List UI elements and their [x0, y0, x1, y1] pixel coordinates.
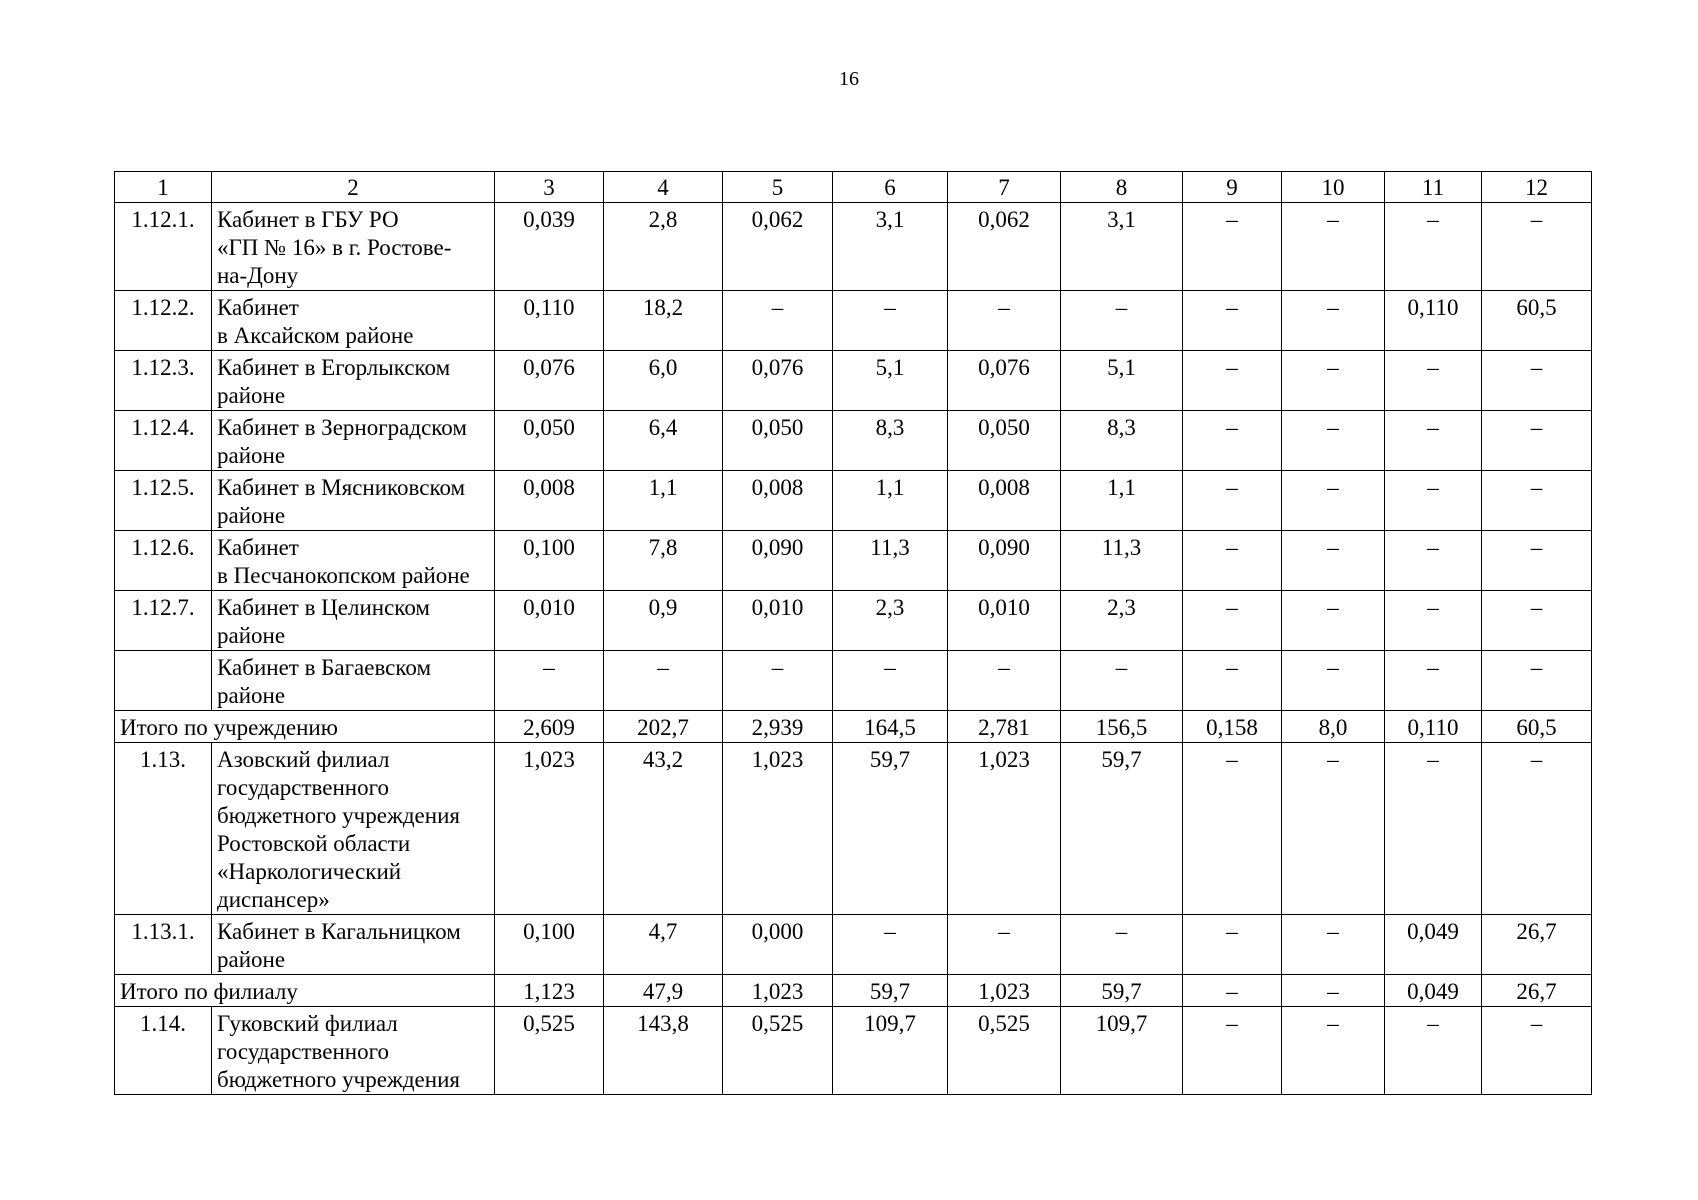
- value-cell-col-5: 2,939: [723, 711, 833, 743]
- value-cell-col-12: –: [1482, 531, 1592, 591]
- column-header-2: 2: [212, 172, 495, 203]
- row-code: 1.12.2.: [115, 291, 212, 351]
- value-cell-col-9: –: [1183, 471, 1282, 531]
- value-cell-col-10: –: [1282, 203, 1385, 291]
- value-cell-col-9: –: [1183, 591, 1282, 651]
- value-cell-col-6: 2,3: [833, 591, 948, 651]
- column-header-10: 10: [1282, 172, 1385, 203]
- value-cell-col-3: 1,023: [495, 743, 604, 915]
- column-header-1: 1: [115, 172, 212, 203]
- value-cell-col-12: –: [1482, 591, 1592, 651]
- value-cell-col-11: –: [1385, 203, 1482, 291]
- value-cell-col-7: 0,076: [948, 351, 1061, 411]
- value-cell-col-4: 4,7: [604, 915, 723, 975]
- value-cell-col-12: –: [1482, 743, 1592, 915]
- column-header-8: 8: [1061, 172, 1183, 203]
- value-cell-col-5: 0,000: [723, 915, 833, 975]
- column-header-5: 5: [723, 172, 833, 203]
- value-cell-col-8: 11,3: [1061, 531, 1183, 591]
- value-cell-col-7: 2,781: [948, 711, 1061, 743]
- row-name: Кабинет в Багаевском районе: [212, 651, 495, 711]
- value-cell-col-12: 60,5: [1482, 291, 1592, 351]
- value-cell-col-7: 0,010: [948, 591, 1061, 651]
- value-cell-col-5: 1,023: [723, 743, 833, 915]
- value-cell-col-11: –: [1385, 531, 1482, 591]
- value-cell-col-6: 59,7: [833, 975, 948, 1007]
- value-cell-col-6: 8,3: [833, 411, 948, 471]
- table-row: [115, 351, 1592, 411]
- value-cell-col-11: –: [1385, 1007, 1482, 1095]
- row-name: Азовский филиал государственного бюджетного учреждения Ростовской области «Наркологический диспансер»: [212, 743, 495, 915]
- value-cell-col-6: 164,5: [833, 711, 948, 743]
- row-code: [115, 651, 212, 711]
- value-cell-col-3: 0,010: [495, 591, 604, 651]
- row-name: Кабинет в Целинском районе: [212, 591, 495, 651]
- value-cell-col-8: 59,7: [1061, 975, 1183, 1007]
- value-cell-col-9: –: [1183, 975, 1282, 1007]
- value-cell-col-6: –: [833, 651, 948, 711]
- value-cell-col-5: 0,062: [723, 203, 833, 291]
- value-cell-col-9: –: [1183, 291, 1282, 351]
- value-cell-col-8: 2,3: [1061, 591, 1183, 651]
- value-cell-col-8: 8,3: [1061, 411, 1183, 471]
- value-cell-col-5: 0,008: [723, 471, 833, 531]
- value-cell-col-3: 0,039: [495, 203, 604, 291]
- value-cell-col-7: 0,062: [948, 203, 1061, 291]
- value-cell-col-10: –: [1282, 471, 1385, 531]
- value-cell-col-4: 47,9: [604, 975, 723, 1007]
- table-row: [115, 651, 1592, 711]
- column-header-3: 3: [495, 172, 604, 203]
- value-cell-col-12: 60,5: [1482, 711, 1592, 743]
- value-cell-col-9: –: [1183, 915, 1282, 975]
- total-row: [115, 711, 1592, 743]
- row-code: 1.12.7.: [115, 591, 212, 651]
- value-cell-col-8: 1,1: [1061, 471, 1183, 531]
- value-cell-col-10: –: [1282, 651, 1385, 711]
- column-header-6: 6: [833, 172, 948, 203]
- value-cell-col-5: 0,076: [723, 351, 833, 411]
- value-cell-col-12: –: [1482, 351, 1592, 411]
- value-cell-col-10: –: [1282, 975, 1385, 1007]
- value-cell-col-11: –: [1385, 411, 1482, 471]
- value-cell-col-3: 1,123: [495, 975, 604, 1007]
- row-name: Кабинет в Песчанокопском районе: [212, 531, 495, 591]
- value-cell-col-7: 1,023: [948, 743, 1061, 915]
- value-cell-col-4: 202,7: [604, 711, 723, 743]
- value-cell-col-12: –: [1482, 203, 1592, 291]
- value-cell-col-9: 0,158: [1183, 711, 1282, 743]
- value-cell-col-3: –: [495, 651, 604, 711]
- value-cell-col-7: –: [948, 291, 1061, 351]
- value-cell-col-3: 2,609: [495, 711, 604, 743]
- table-row: [115, 411, 1592, 471]
- row-name: Кабинет в Аксайском районе: [212, 291, 495, 351]
- total-label: Итого по филиалу: [115, 975, 495, 1007]
- value-cell-col-4: 2,8: [604, 203, 723, 291]
- row-name: Кабинет в Зерноградском районе: [212, 411, 495, 471]
- row-code: 1.12.1.: [115, 203, 212, 291]
- table-row: [115, 471, 1592, 531]
- total-label: Итого по учреждению: [115, 711, 495, 743]
- column-header-7: 7: [948, 172, 1061, 203]
- value-cell-col-4: –: [604, 651, 723, 711]
- row-name: Кабинет в Егорлыкском районе: [212, 351, 495, 411]
- value-cell-col-11: –: [1385, 351, 1482, 411]
- table-row: [115, 915, 1592, 975]
- value-cell-col-11: –: [1385, 591, 1482, 651]
- value-cell-col-3: 0,100: [495, 915, 604, 975]
- value-cell-col-4: 6,4: [604, 411, 723, 471]
- row-code: 1.12.5.: [115, 471, 212, 531]
- value-cell-col-8: –: [1061, 291, 1183, 351]
- value-cell-col-11: 0,110: [1385, 711, 1482, 743]
- table-row: [115, 591, 1592, 651]
- value-cell-col-9: –: [1183, 351, 1282, 411]
- page-number: 16: [839, 68, 859, 90]
- value-cell-col-9: –: [1183, 411, 1282, 471]
- row-code: 1.13.1.: [115, 915, 212, 975]
- value-cell-col-10: –: [1282, 1007, 1385, 1095]
- table-row: [115, 743, 1592, 915]
- row-code: 1.12.6.: [115, 531, 212, 591]
- value-cell-col-6: 1,1: [833, 471, 948, 531]
- value-cell-col-3: 0,100: [495, 531, 604, 591]
- value-cell-col-5: –: [723, 291, 833, 351]
- value-cell-col-6: 3,1: [833, 203, 948, 291]
- value-cell-col-10: –: [1282, 915, 1385, 975]
- value-cell-col-10: –: [1282, 743, 1385, 915]
- value-cell-col-9: –: [1183, 1007, 1282, 1095]
- column-header-4: 4: [604, 172, 723, 203]
- row-name: Кабинет в ГБУ РО «ГП № 16» в г. Ростове- на-Дону: [212, 203, 495, 291]
- total-row: [115, 975, 1592, 1007]
- value-cell-col-8: 59,7: [1061, 743, 1183, 915]
- value-cell-col-9: –: [1183, 743, 1282, 915]
- table-row: [115, 203, 1592, 291]
- row-code: 1.12.4.: [115, 411, 212, 471]
- value-cell-col-7: –: [948, 651, 1061, 711]
- value-cell-col-11: 0,049: [1385, 915, 1482, 975]
- value-cell-col-4: 43,2: [604, 743, 723, 915]
- value-cell-col-10: –: [1282, 411, 1385, 471]
- value-cell-col-7: 0,008: [948, 471, 1061, 531]
- value-cell-col-5: 1,023: [723, 975, 833, 1007]
- value-cell-col-11: 0,110: [1385, 291, 1482, 351]
- column-header-9: 9: [1183, 172, 1282, 203]
- value-cell-col-5: 0,050: [723, 411, 833, 471]
- value-cell-col-6: –: [833, 291, 948, 351]
- table-body: [115, 172, 1592, 1095]
- value-cell-col-12: –: [1482, 411, 1592, 471]
- value-cell-col-11: –: [1385, 651, 1482, 711]
- table-row: [115, 291, 1592, 351]
- value-cell-col-6: –: [833, 915, 948, 975]
- table-row: [115, 1007, 1592, 1095]
- value-cell-col-7: –: [948, 915, 1061, 975]
- value-cell-col-5: 0,010: [723, 591, 833, 651]
- value-cell-col-11: 0,049: [1385, 975, 1482, 1007]
- value-cell-col-6: 5,1: [833, 351, 948, 411]
- column-header-12: 12: [1482, 172, 1592, 203]
- value-cell-col-3: 0,110: [495, 291, 604, 351]
- value-cell-col-9: –: [1183, 203, 1282, 291]
- value-cell-col-6: 109,7: [833, 1007, 948, 1095]
- value-cell-col-3: 0,525: [495, 1007, 604, 1095]
- value-cell-col-10: 8,0: [1282, 711, 1385, 743]
- value-cell-col-6: 11,3: [833, 531, 948, 591]
- row-code: 1.13.: [115, 743, 212, 915]
- value-cell-col-9: –: [1183, 531, 1282, 591]
- value-cell-col-4: 0,9: [604, 591, 723, 651]
- value-cell-col-10: –: [1282, 291, 1385, 351]
- value-cell-col-11: –: [1385, 471, 1482, 531]
- value-cell-col-7: 0,090: [948, 531, 1061, 591]
- row-code: 1.14.: [115, 1007, 212, 1095]
- value-cell-col-8: –: [1061, 651, 1183, 711]
- value-cell-col-3: 0,008: [495, 471, 604, 531]
- value-cell-col-5: –: [723, 651, 833, 711]
- value-cell-col-4: 6,0: [604, 351, 723, 411]
- row-name: Кабинет в Кагальницком районе: [212, 915, 495, 975]
- value-cell-col-5: 0,525: [723, 1007, 833, 1095]
- value-cell-col-4: 18,2: [604, 291, 723, 351]
- value-cell-col-8: 3,1: [1061, 203, 1183, 291]
- value-cell-col-7: 0,050: [948, 411, 1061, 471]
- data-table: [114, 171, 1592, 1095]
- value-cell-col-7: 0,525: [948, 1007, 1061, 1095]
- value-cell-col-10: –: [1282, 351, 1385, 411]
- value-cell-col-8: 5,1: [1061, 351, 1183, 411]
- table-row: [115, 531, 1592, 591]
- value-cell-col-12: 26,7: [1482, 975, 1592, 1007]
- value-cell-col-7: 1,023: [948, 975, 1061, 1007]
- value-cell-col-11: –: [1385, 743, 1482, 915]
- header-row: [115, 172, 1592, 203]
- row-code: 1.12.3.: [115, 351, 212, 411]
- value-cell-col-5: 0,090: [723, 531, 833, 591]
- value-cell-col-12: 26,7: [1482, 915, 1592, 975]
- value-cell-col-8: –: [1061, 915, 1183, 975]
- value-cell-col-12: –: [1482, 471, 1592, 531]
- value-cell-col-12: –: [1482, 651, 1592, 711]
- column-header-11: 11: [1385, 172, 1482, 203]
- row-name: Кабинет в Мясниковском районе: [212, 471, 495, 531]
- value-cell-col-4: 143,8: [604, 1007, 723, 1095]
- value-cell-col-3: 0,076: [495, 351, 604, 411]
- value-cell-col-8: 109,7: [1061, 1007, 1183, 1095]
- value-cell-col-3: 0,050: [495, 411, 604, 471]
- value-cell-col-4: 7,8: [604, 531, 723, 591]
- value-cell-col-8: 156,5: [1061, 711, 1183, 743]
- value-cell-col-9: –: [1183, 651, 1282, 711]
- value-cell-col-10: –: [1282, 531, 1385, 591]
- value-cell-col-6: 59,7: [833, 743, 948, 915]
- value-cell-col-4: 1,1: [604, 471, 723, 531]
- row-name: Гуковский филиал государственного бюджетного учреждения: [212, 1007, 495, 1095]
- value-cell-col-10: –: [1282, 591, 1385, 651]
- value-cell-col-12: –: [1482, 1007, 1592, 1095]
